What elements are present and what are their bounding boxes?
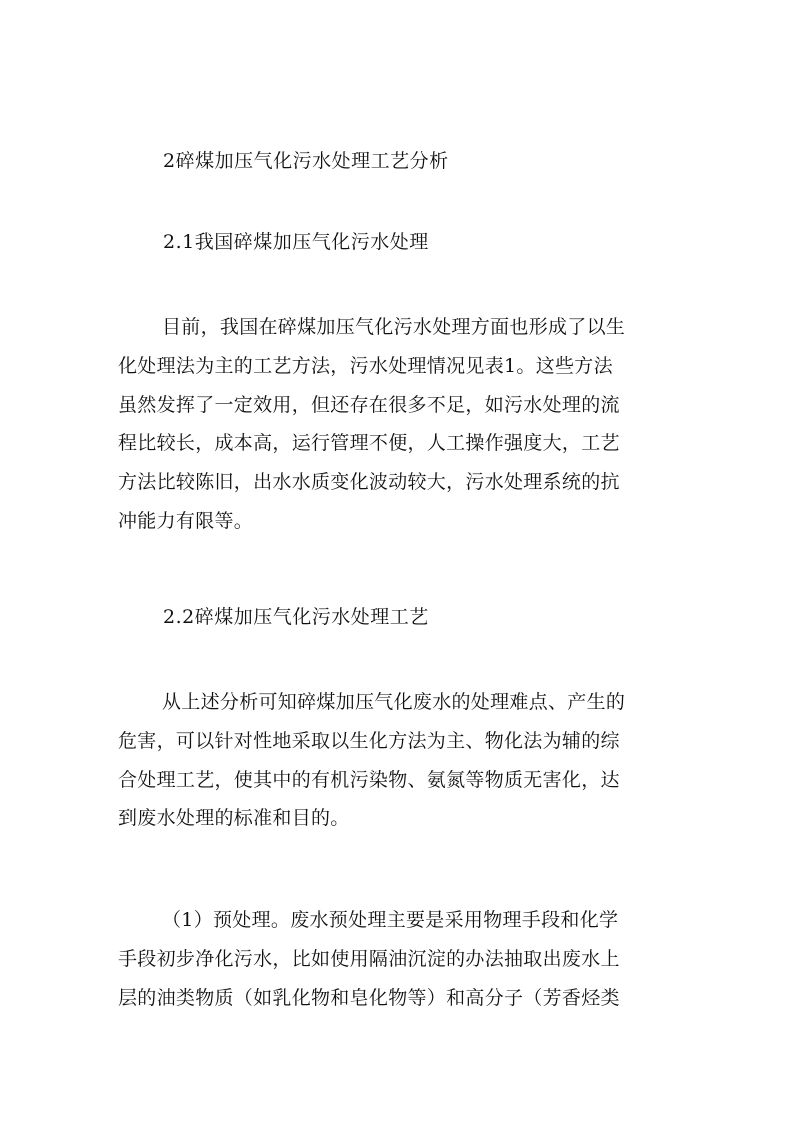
paragraph-line: 冲能力有限等。 xyxy=(118,509,254,532)
paragraph-line: （1）预处理。废水预处理主要是采用物理手段和化学 xyxy=(162,909,619,931)
paragraph-line: 层的油类物质（如乳化物和皂化物等）和高分子（芳香烃类 xyxy=(118,986,620,1009)
paragraph-line: 合处理工艺，使其中的有机污染物、氨氮等物质无害化，达 xyxy=(118,768,620,791)
paragraph-line: 从上述分析可知碎煤加压气化废水的处理难点、产生的 xyxy=(162,691,626,713)
paragraph-line: 目前，我国在碎煤加压气化污水处理方面也形成了以生 xyxy=(162,316,626,338)
section-heading-2-1: 2.1我国碎煤加压气化污水处理 xyxy=(163,231,429,253)
section-heading-2: 2碎煤加压气化污水处理工艺分析 xyxy=(163,150,449,172)
paragraph-line: 化处理法为主的工艺方法，污水处理情况见表1。这些方法 xyxy=(118,354,613,377)
paragraph-process-overview xyxy=(118,683,676,838)
paragraph-line: 虽然发挥了一定效用，但还存在很多不足，如污水处理的流 xyxy=(118,393,620,416)
paragraph-line: 到废水处理的标准和目的。 xyxy=(118,807,350,830)
paragraph-current-status xyxy=(118,308,676,541)
paragraph-line: 程比较长，成本高，运行管理不便，人工操作强度大，工艺 xyxy=(118,432,620,455)
paragraph-line: 方法比较陈旧，出水水质变化波动较大，污水处理系统的抗 xyxy=(118,471,620,494)
section-heading-2-2: 2.2碎煤加压气化污水处理工艺 xyxy=(163,606,429,628)
paragraph-line: 手段初步净化污水，比如使用隔油沉淀的办法抽取出废水上 xyxy=(118,947,620,970)
paragraph-line: 危害，可以针对性地采取以生化方法为主、物化法为辅的综 xyxy=(118,729,620,752)
paragraph-pretreatment xyxy=(118,901,676,1017)
